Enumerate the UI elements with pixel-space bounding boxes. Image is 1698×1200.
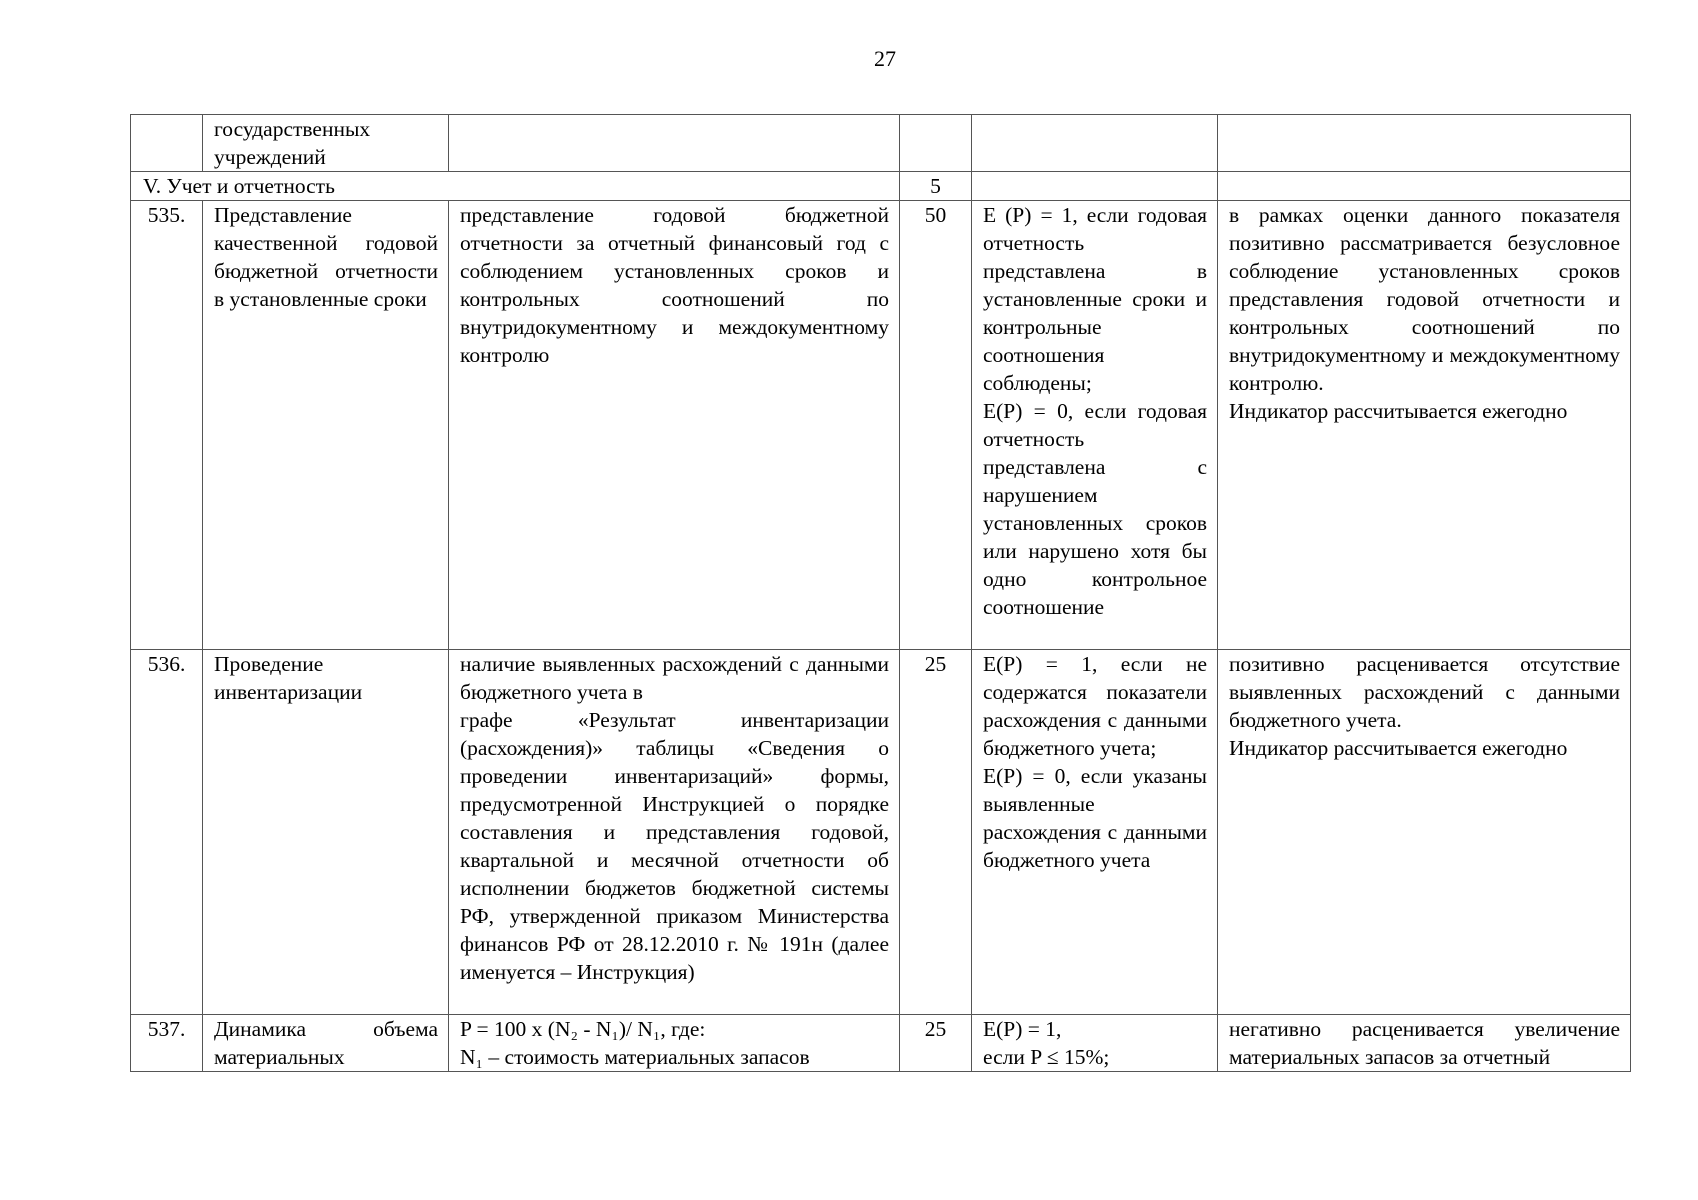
description-line: N₁ – стоимость материальных запасов [460,1045,810,1069]
table-row [131,1015,1631,1072]
formula-line: E(P) = 1, если не содержатся показатели расхождения с данными бюджетного учета; [983,652,1207,760]
section-points: 5 [900,172,972,201]
indicator-formula [972,1015,1218,1072]
indicator-name: Динамика объема материальных [203,1015,449,1072]
indicator-comment [1218,650,1631,1015]
indicator-name: Проведение инвентаризации [203,650,449,1015]
description-line: P = 100 x (N₂ - N₁)/ N₁, где: [460,1017,706,1041]
page-number: 27 [874,46,896,71]
indicator-points: 25 [900,650,972,1015]
indicator-points: 50 [900,201,972,650]
indicator-points: 25 [900,1015,972,1072]
comment-line: Индикатор рассчитывается ежегодно [1229,399,1568,423]
indicator-description [449,650,900,1015]
row-number: 535. [131,201,203,650]
cell-formula [972,115,1218,172]
formula-line: E(P) = 1, [983,1017,1062,1041]
formula-line: если P ≤ 15%; [983,1045,1110,1069]
indicator-comment [1218,1015,1631,1072]
description-line: графе «Результат инвентаризации (расхождения)» таблицы «Сведения о проведении инвентаризаций» формы, предусмотренной Инструкцией о порядке составления и представления годовой, квартальной и месячной отчетности об исполнении бюджетов бюджетной системы РФ, утвержденной приказом Министерства финансов РФ от 28.12.2010 г. № 191н (далее именуется – Инструкция) [460,708,889,984]
row-number: 536. [131,650,203,1015]
formula-line: E (P) = 1, если годовая отчетность представлена в установленные сроки и контрольные соотношения соблюдены; [983,203,1207,395]
indicator-description [449,1015,900,1072]
cell-points [900,115,972,172]
table-row [131,201,1631,650]
cell-comment [1218,115,1631,172]
indicator-name: Представление качественной годовой бюджетной отчетности в установленные сроки [203,201,449,650]
section-title: V. Учет и отчетность [131,172,900,201]
formula-line: E(P) = 0, если годовая отчетность представлена с нарушением установленных сроков или нарушено хотя бы одно контрольное соотношение [983,399,1207,619]
description-line: наличие выявленных расхождений с данными бюджетного учета в [460,652,889,704]
comment-line: Индикатор рассчитывается ежегодно [1229,736,1568,760]
cell-comment [1218,172,1631,201]
comment-line: негативно расценивается увеличение материальных запасов за отчетный [1229,1017,1620,1069]
indicator-comment [1218,201,1631,650]
table-row [131,650,1631,1015]
comment-line: позитивно расценивается отсутствие выявленных расхождений с данными бюджетного учета. [1229,652,1620,732]
indicator-text: государственных учреждений [214,117,371,169]
cell-num [131,115,203,172]
cell-description [449,115,900,172]
indicator-table [130,114,1631,1072]
formula-line: E(P) = 0, если указаны выявленные расхождения с данными бюджетного учета [983,764,1207,872]
row-number: 537. [131,1015,203,1072]
cell-formula [972,172,1218,201]
indicator-description: представление годовой бюджетной отчетности за отчетный финансовый год с соблюдением установленных сроков и контрольных соотношений по внутридокументному и междокументному контролю [449,201,900,650]
indicator-formula [972,650,1218,1015]
cell-indicator [203,115,449,172]
section-row [131,172,1631,201]
indicator-formula [972,201,1218,650]
comment-line: в рамках оценки данного показателя позитивно рассматривается безусловное соблюдение установленных сроков представления годовой отчетности и контрольных соотношений по внутридокументному и междокументному контролю. [1229,203,1620,395]
table-row [131,115,1631,172]
